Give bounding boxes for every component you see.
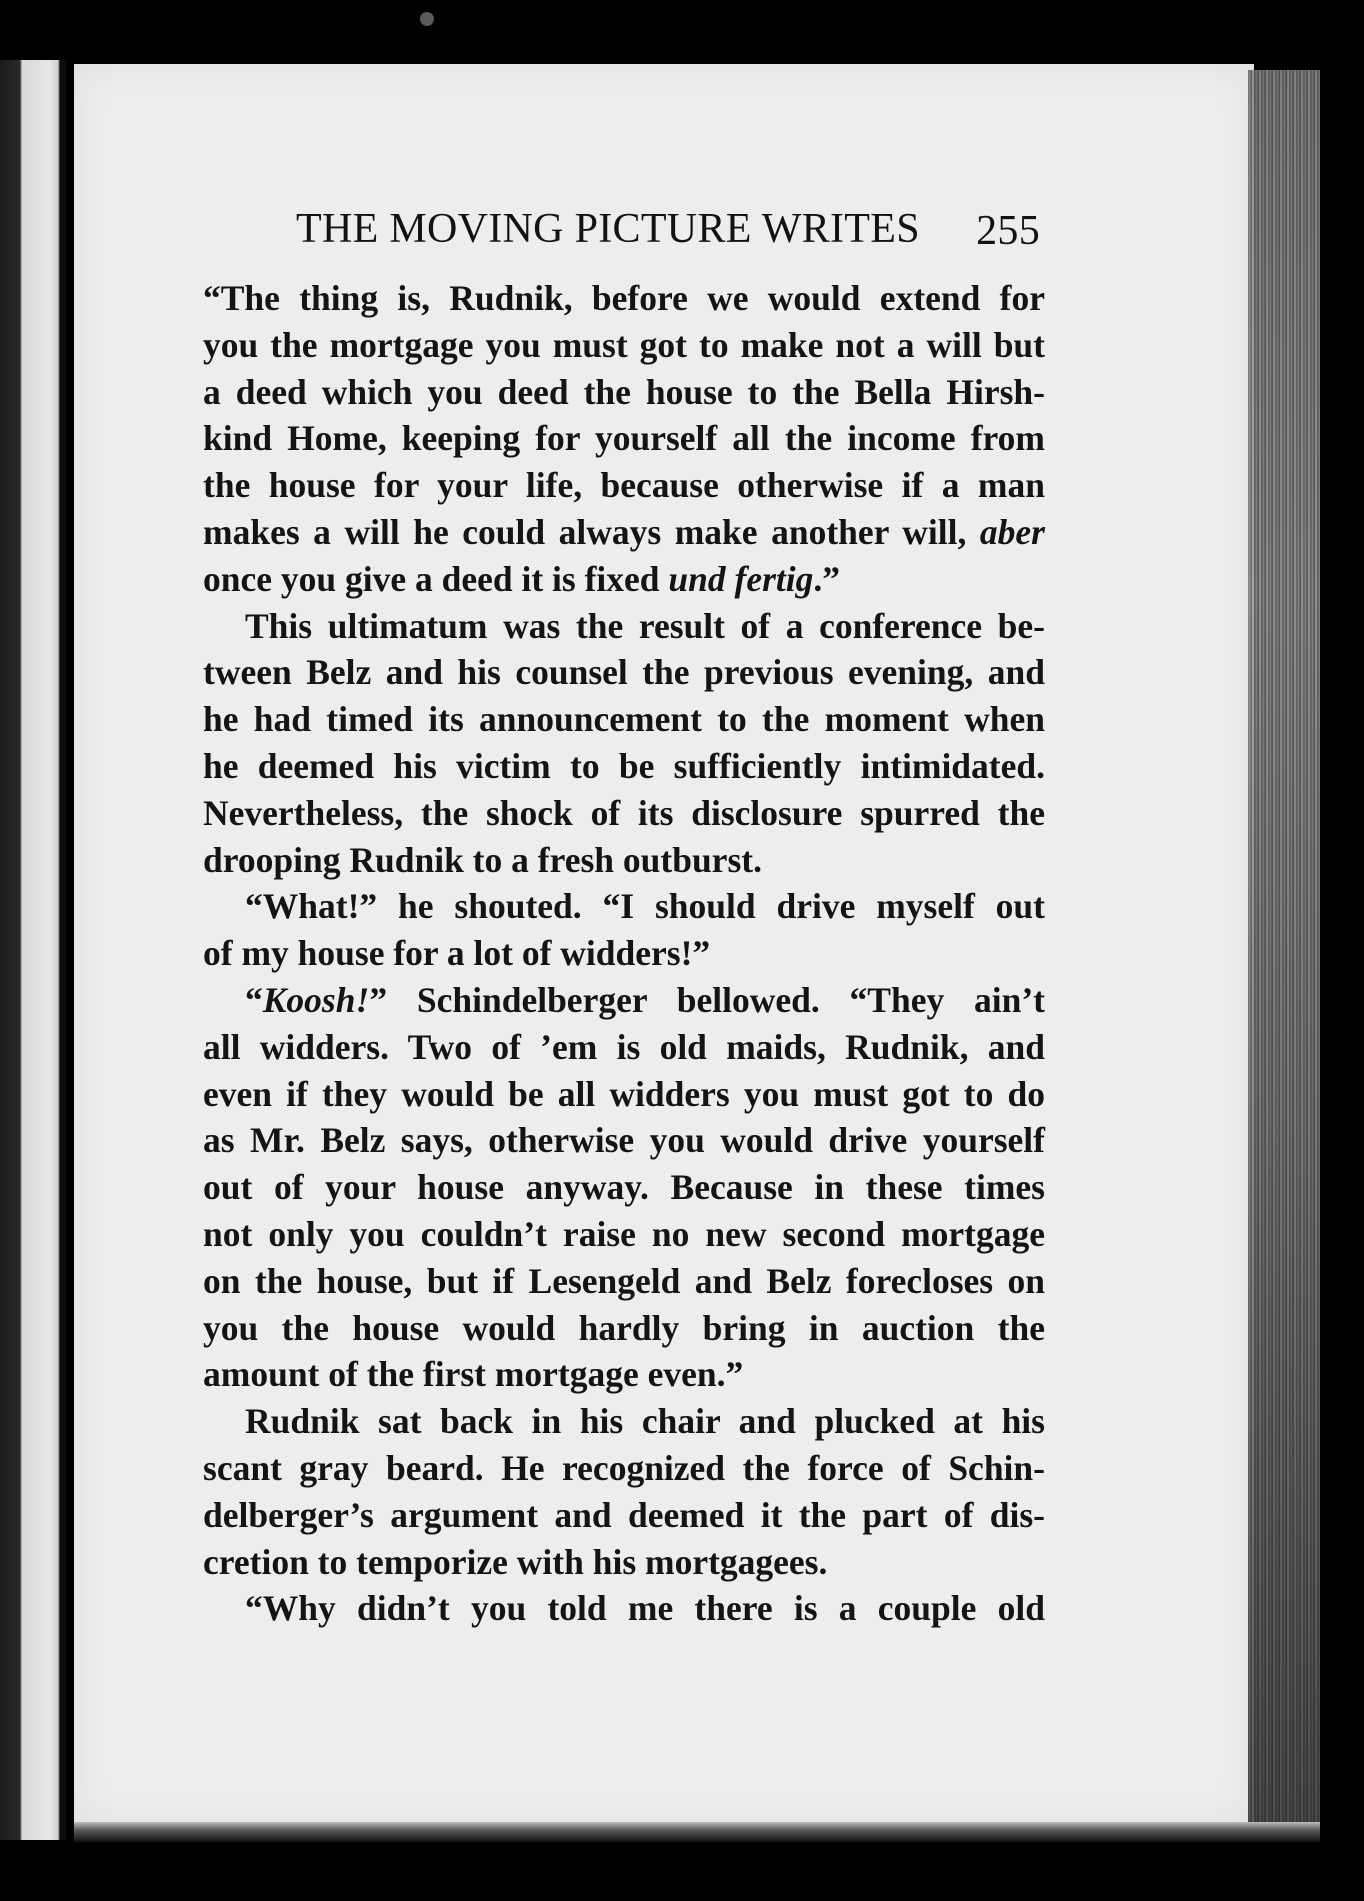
text-line: he had timed its announcement to the moment when [203,699,1045,740]
text-line: Rudnik sat back in his chair and plucked at his [245,1401,1045,1442]
running-head [296,205,1056,265]
text-line: cretion to temporize with his mortgagees. [203,1541,828,1582]
text-line: a deed which you deed the house to the Bella Hirsh- [203,371,1045,412]
text-line: “What!” he shouted. “I should drive myself out [245,886,1045,927]
text-line: Nevertheless, the shock of its disclosure spurred the [203,792,1045,833]
text-line: makes a will he could always make another will, aber [203,511,1045,552]
text-line: he deemed his victim to be sufficiently intimidated. [203,745,1045,786]
text-line: “The thing is, Rudnik, before we would extend for [203,278,1045,318]
page-bottom-edge [74,1822,1320,1842]
text-line: you the house would hardly bring in auction the [203,1307,1045,1348]
text-line: not only you couldn’t raise no new second mortgage [203,1213,1045,1254]
page-number: 255 [976,208,1040,254]
text-line: “Koosh!” Schindelberger bellowed. “They ain’t [245,979,1045,1020]
text-line: “Why didn’t you told me there is a couple old [245,1588,1045,1629]
text-line: scant gray beard. He recognized the force of Schin- [203,1447,1045,1488]
text-line: you the mortgage you must got to make not a will but [203,324,1045,365]
text-line: drooping Rudnik to a fresh outburst. [203,839,762,880]
text-line: of my house for a lot of widders!” [203,933,711,974]
text-line: delberger’s argument and deemed it the part of dis- [203,1494,1045,1535]
text-line: This ultimatum was the result of a conference be- [245,605,1045,646]
scan-speck [420,12,434,26]
text-line: on the house, but if Lesengeld and Belz forecloses on [203,1260,1045,1301]
running-head-title: THE MOVING PICTURE WRITES [296,206,920,252]
text-line: even if they would be all widders you must got to do [203,1073,1045,1114]
text-line: the house for your life, because otherwise if a man [203,465,1045,506]
text-line: amount of the first mortgage even.” [203,1354,744,1395]
fore-edge-shadow [1248,70,1320,1830]
text-line: as Mr. Belz says, otherwise you would drive yourself [203,1120,1045,1161]
text-line: once you give a deed it is fixed und fertig.” [203,558,841,599]
text-line: all widders. Two of ’em is old maids, Rudnik, and [203,1026,1045,1067]
text-line: kind Home, keeping for yourself all the income from [203,418,1045,459]
text-line: tween Belz and his counsel the previous evening, and [203,652,1045,693]
book-gutter [0,60,66,1840]
text-line: out of your house anyway. Because in these times [203,1167,1045,1208]
body-text [203,275,1045,1632]
